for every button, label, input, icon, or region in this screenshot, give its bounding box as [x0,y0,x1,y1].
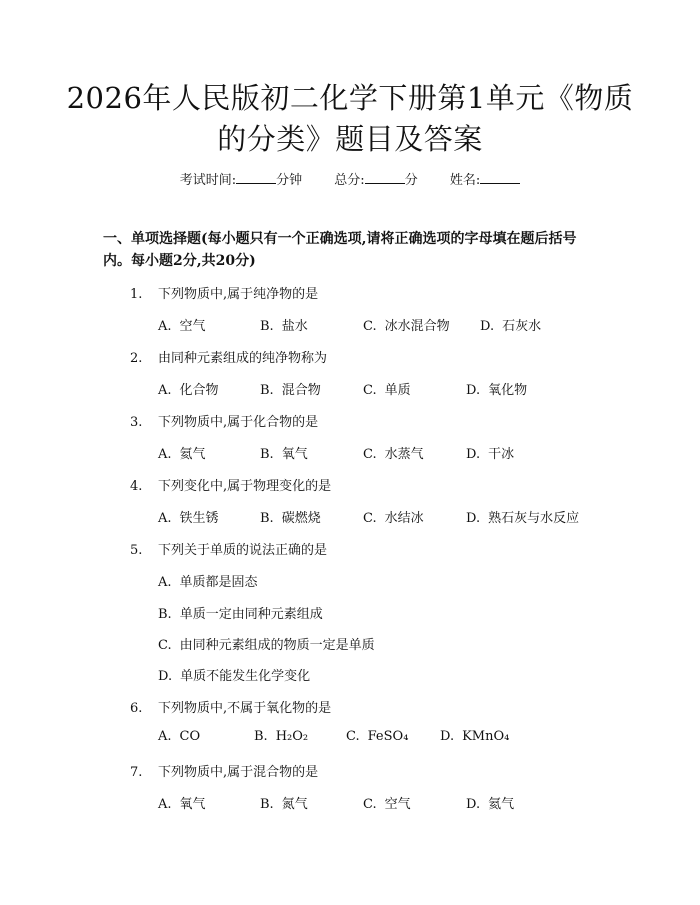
section-heading: 一、单项选择题(每小题只有一个正确选项,请将正确选项的字母填在题后括号内。每小题2分,共20分) [103,231,577,269]
question-number: 7. [130,765,143,780]
student-name-blank[interactable] [480,171,520,184]
option-c[interactable]: C. 冰水混合物 [363,319,450,334]
student-name-label: 姓名: [449,173,481,188]
question-number: 5. [130,543,143,558]
option-c[interactable]: C. 水结冰 [363,511,424,526]
question-4-options [158,507,638,525]
option-b[interactable]: B. 盐水 [260,319,308,334]
exam-time-field [180,173,307,188]
option-d[interactable]: D. KMnO₄ [440,729,510,744]
question-6 [130,697,331,716]
question-7 [130,761,318,780]
option-d[interactable]: D. 熟石灰与水反应 [466,511,580,526]
question-3-options [158,443,638,461]
question-2-options [158,379,638,397]
question-text: 下列关于单质的说法正确的是 [158,543,328,558]
exam-info-line [0,169,700,188]
total-score-field [334,173,422,188]
option-c[interactable]: C. FeSO₄ [346,729,409,744]
option-b[interactable]: B. 碳燃烧 [260,511,321,526]
option-d[interactable]: D. 单质不能发生化学变化 [158,669,311,684]
student-name-field [450,173,520,188]
total-score-blank[interactable] [365,171,405,184]
question-7-options [158,793,638,811]
option-c[interactable]: C. 由同种元素组成的物质一定是单质 [158,638,375,653]
question-text: 下列变化中,属于物理变化的是 [158,479,332,494]
question-text: 由同种元素组成的纯净物称为 [158,351,328,366]
option-b[interactable]: B. 氮气 [260,797,308,812]
question-text: 下列物质中,属于化合物的是 [158,415,319,430]
option-b[interactable]: B. 氧气 [260,447,308,462]
question-number: 1. [130,287,143,302]
question-3 [130,411,318,430]
question-1-options [158,315,638,333]
option-a[interactable]: A. CO [158,729,201,744]
option-c[interactable]: C. 水蒸气 [363,447,424,462]
option-b[interactable]: B. 单质一定由同种元素组成 [158,607,323,622]
option-c[interactable]: C. 单质 [363,383,411,398]
option-b[interactable]: B. 混合物 [260,383,321,398]
question-number: 2. [130,351,143,366]
exam-time-label: 考试时间: [179,173,237,188]
question-text: 下列物质中,属于混合物的是 [158,765,319,780]
question-text: 下列物质中,属于纯净物的是 [158,287,319,302]
question-number: 6. [130,701,143,716]
question-text: 下列物质中,不属于氧化物的是 [158,701,332,716]
exam-time-unit: 分钟 [276,173,303,188]
exam-time-blank[interactable] [236,171,276,184]
option-a[interactable]: A. 铁生锈 [158,511,219,526]
option-a[interactable]: A. 氧气 [158,797,206,812]
question-4 [130,475,331,494]
question-number: 4. [130,479,143,494]
total-score-unit: 分 [404,173,418,188]
option-a[interactable]: A. 空气 [158,319,206,334]
question-6-options [158,729,638,747]
option-a[interactable]: A. 单质都是固态 [158,575,258,590]
option-a[interactable]: A. 氦气 [158,447,206,462]
total-score-label: 总分: [334,173,365,188]
question-5 [130,539,327,558]
option-d[interactable]: D. 石灰水 [480,319,542,334]
question-2 [130,347,327,366]
question-1 [130,283,318,302]
option-b[interactable]: B. H₂O₂ [254,729,309,744]
option-d[interactable]: D. 干冰 [466,447,515,462]
question-number: 3. [130,415,143,430]
option-a[interactable]: A. 化合物 [158,383,219,398]
option-d[interactable]: D. 氦气 [466,797,515,812]
option-d[interactable]: D. 氧化物 [466,383,528,398]
document-title: 2026年人民版初二化学下册第1单元《物质的分类》题目及答案 [66,81,634,156]
option-c[interactable]: C. 空气 [363,797,411,812]
